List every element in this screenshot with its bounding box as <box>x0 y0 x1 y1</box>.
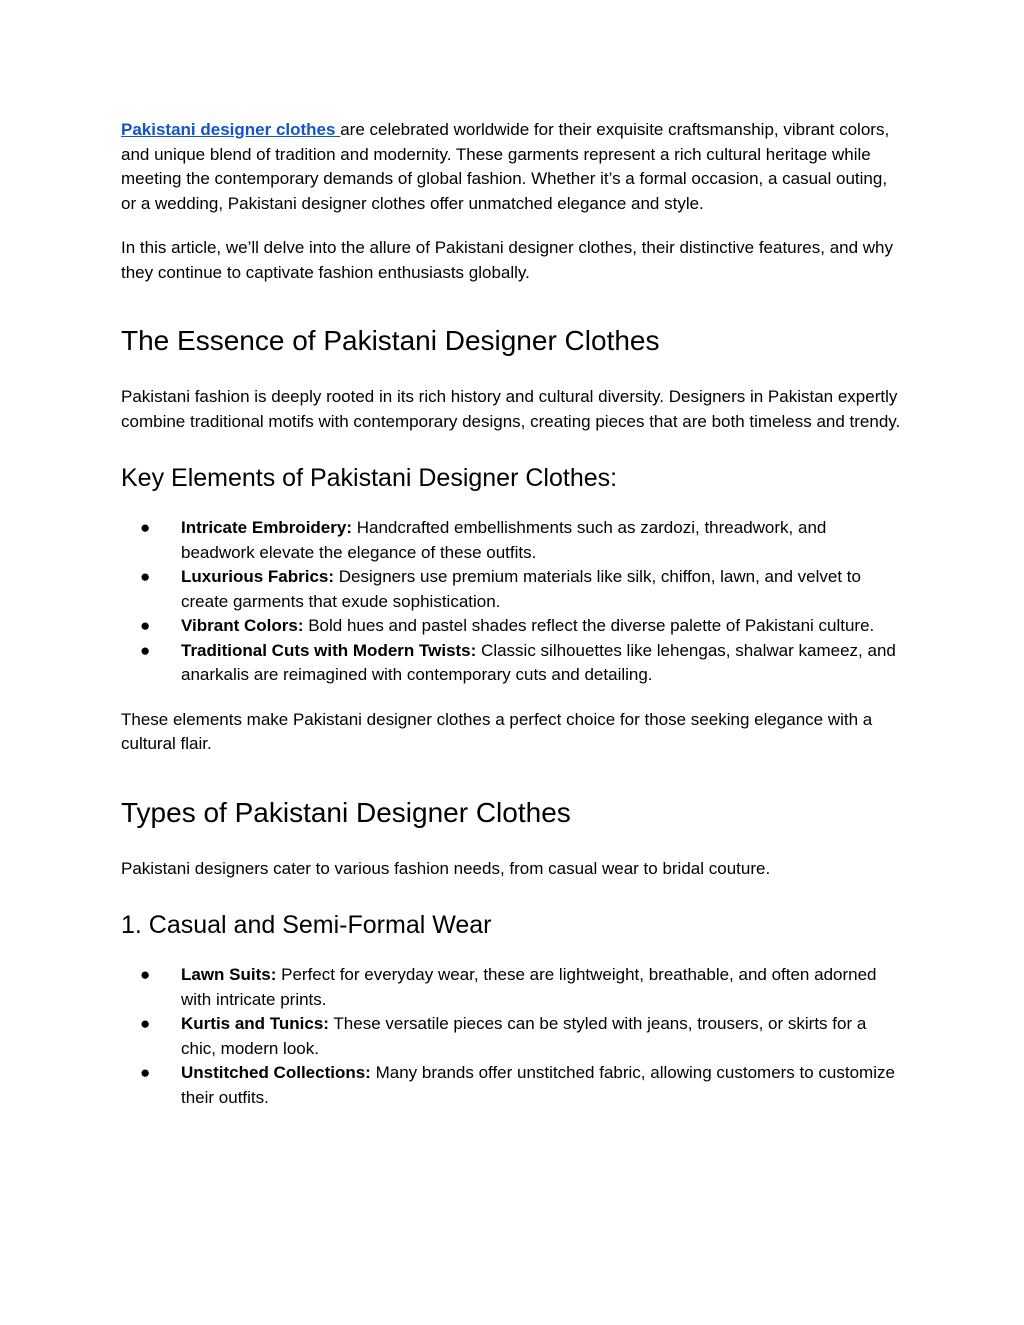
bullet-icon: ● <box>140 616 151 635</box>
list-item-term: Unstitched Collections: <box>181 1063 371 1082</box>
list-item-text: Handcrafted embellishments such as zardozi, threadwork, and beadwork elevate the elegance of these outfits. <box>181 518 827 562</box>
list-item-term: Traditional Cuts with Modern Twists: <box>181 640 477 660</box>
list-item-text: Perfect for everyday wear, these are lightweight, breathable, and often adorned with intricate prints. <box>181 965 877 1009</box>
key-elements-closing: These elements make Pakistani designer clothes a perfect choice for those seeking elegance with a cultural flair. <box>121 709 873 753</box>
document-page <box>121 118 901 1110</box>
intro-paragraph-1-text: are celebrated worldwide for their exquisite craftsmanship, vibrant colors, and unique blend of tradition and modernity. These garments represent a rich cultural heritage while meeting the contemporary demands of global fashion. Whether it’s a formal occasion, a casual outing, or a wedding, Pakistani designer clothes offer unmatched elegance and style. <box>121 120 890 213</box>
pakistani-designer-clothes-link[interactable]: Pakistani designer clothes <box>121 120 341 139</box>
bullet-icon: ● <box>140 567 151 586</box>
essence-paragraph: Pakistani fashion is deeply rooted in its rich history and cultural diversity. Designers in Pakistan expertly combine traditional motifs with contemporary designs, creating pieces that are both timeless and trendy. <box>121 387 901 431</box>
list-item <box>121 1061 901 1110</box>
list-item-term: Vibrant Colors: <box>181 616 304 635</box>
list-item <box>121 565 901 614</box>
intro-paragraph-2: In this article, we’ll delve into the allure of Pakistani designer clothes, their distinctive features, and why they continue to captivate fashion enthusiasts globally. <box>121 238 894 282</box>
bullet-icon: ● <box>140 518 151 537</box>
list-item-text: These versatile pieces can be styled with jeans, trousers, or skirts for a chic, modern look. <box>181 1014 867 1058</box>
list-item-term: Lawn Suits: <box>181 965 277 984</box>
bullet-icon: ● <box>140 640 151 660</box>
types-paragraph: Pakistani designers cater to various fashion needs, from casual wear to bridal couture. <box>121 858 771 878</box>
list-item-text: Classic silhouettes like lehengas, shalwar kameez, and anarkalis are reimagined with contemporary cuts and detailing. <box>181 640 896 684</box>
list-item-term: Luxurious Fabrics: <box>181 567 335 586</box>
heading-essence: The Essence of Pakistani Designer Clothes <box>121 325 660 356</box>
casual-wear-list <box>121 963 901 1110</box>
bullet-icon: ● <box>140 965 151 984</box>
heading-casual-wear: 1. Casual and Semi-Formal Wear <box>121 911 492 939</box>
heading-types: Types of Pakistani Designer Clothes <box>121 796 571 828</box>
list-item <box>121 1012 901 1061</box>
list-item <box>121 614 901 639</box>
list-item-term: Intricate Embroidery: <box>181 518 352 537</box>
list-item-text: Bold hues and pastel shades reflect the diverse palette of Pakistani culture. <box>303 616 875 635</box>
key-elements-list <box>121 516 901 688</box>
bullet-icon: ● <box>140 1014 151 1033</box>
list-item-text: Many brands offer unstitched fabric, allowing customers to customize their outfits. <box>181 1063 895 1107</box>
list-item <box>121 639 901 688</box>
list-item-term: Kurtis and Tunics: <box>181 1014 329 1033</box>
intro-paragraph-1 <box>121 118 901 216</box>
list-item <box>121 963 901 1012</box>
list-item <box>121 516 901 565</box>
heading-key-elements: Key Elements of Pakistani Designer Clothes: <box>121 464 618 492</box>
bullet-icon: ● <box>140 1063 151 1082</box>
list-item-text: Designers use premium materials like silk, chiffon, lawn, and velvet to create garments that exude sophistication. <box>181 567 861 611</box>
